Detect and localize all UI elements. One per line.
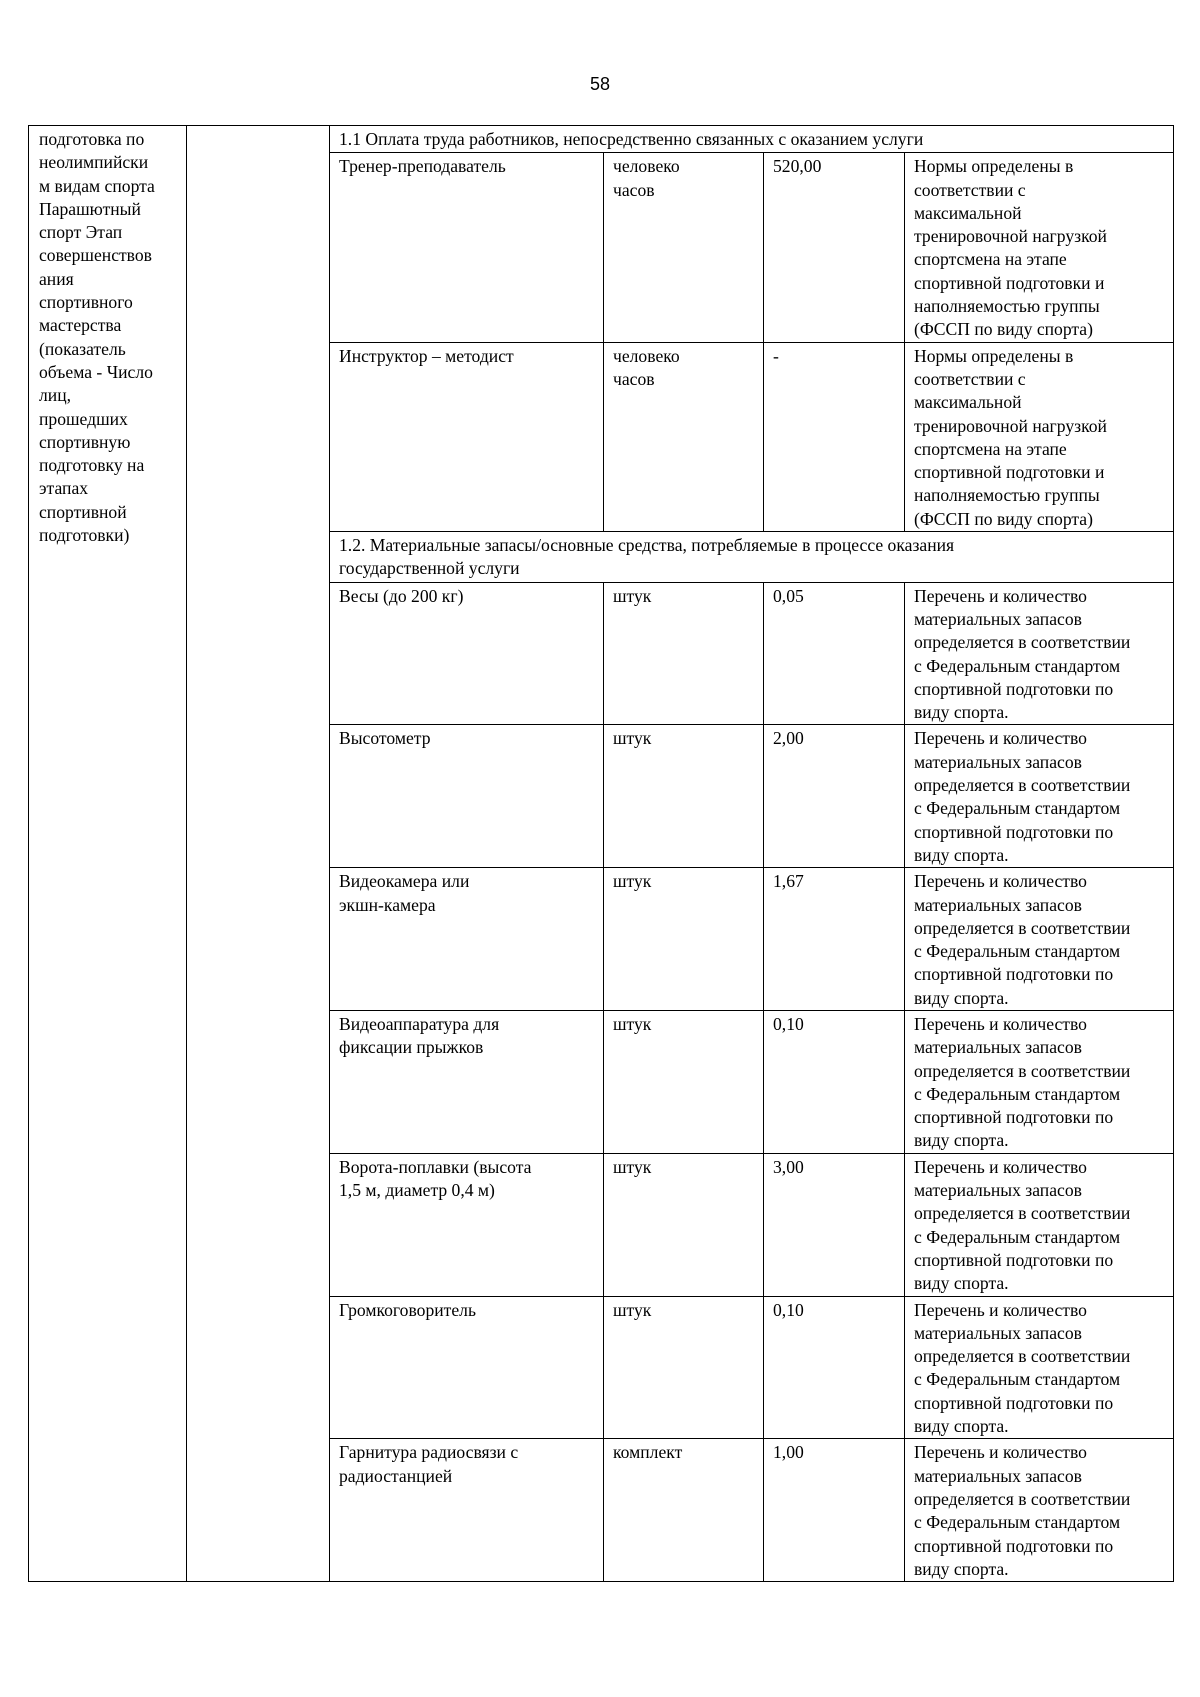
resource-name-cell: Высотометр xyxy=(330,725,604,868)
value-cell: 3,00 xyxy=(764,1153,905,1296)
page-number: 58 xyxy=(589,74,611,94)
section-header-row xyxy=(29,126,1174,153)
unit-cell: штук xyxy=(604,1296,764,1439)
note-cell: Нормы определены в соответствии с максимальной тренировочной нагрузкой спортсмена на этапе спортивной подготовки и наполняемостью группы (ФССП по виду спорта) xyxy=(905,153,1174,342)
note-cell: Перечень и количество материальных запасов определяется в соответствии с Федеральным стандартом спортивной подготовки по виду спорта. xyxy=(905,1010,1174,1153)
unit-cell: штук xyxy=(604,725,764,868)
note-cell: Перечень и количество материальных запасов определяется в соответствии с Федеральным стандартом спортивной подготовки по виду спорта. xyxy=(905,1153,1174,1296)
value-cell: 0,10 xyxy=(764,1010,905,1153)
note-cell: Перечень и количество материальных запасов определяется в соответствии с Федеральным стандартом спортивной подготовки по виду спорта. xyxy=(905,582,1174,725)
value-cell: 1,67 xyxy=(764,868,905,1011)
unit-cell: комплект xyxy=(604,1439,764,1582)
value-cell: 2,00 xyxy=(764,725,905,868)
section-title: 1.1 Оплата труда работников, непосредственно связанных с оказанием услуги xyxy=(330,126,1174,153)
resource-name-cell: Весы (до 200 кг) xyxy=(330,582,604,725)
resource-name-cell: Инструктор – методист xyxy=(330,342,604,531)
unit-cell: штук xyxy=(604,582,764,725)
note-cell: Перечень и количество материальных запасов определяется в соответствии с Федеральным стандартом спортивной подготовки по виду спорта. xyxy=(905,1439,1174,1582)
resource-name-cell: Ворота-поплавки (высота 1,5 м, диаметр 0,4 м) xyxy=(330,1153,604,1296)
section-title: 1.2. Материальные запасы/основные средства, потребляемые в процессе оказания государственной услуги xyxy=(330,532,1174,583)
unit-cell: штук xyxy=(604,1010,764,1153)
note-cell: Перечень и количество материальных запасов определяется в соответствии с Федеральным стандартом спортивной подготовки по виду спорта. xyxy=(905,725,1174,868)
resource-name-cell: Громкоговоритель xyxy=(330,1296,604,1439)
note-cell: Перечень и количество материальных запасов определяется в соответствии с Федеральным стандартом спортивной подготовки по виду спорта. xyxy=(905,868,1174,1011)
unit-cell: штук xyxy=(604,1153,764,1296)
unit-cell: человеко часов xyxy=(604,153,764,342)
norms-table xyxy=(28,125,1174,1582)
note-cell: Перечень и количество материальных запасов определяется в соответствии с Федеральным стандартом спортивной подготовки по виду спорта. xyxy=(905,1296,1174,1439)
resource-name-cell: Видеокамера или экшн-камера xyxy=(330,868,604,1011)
unit-cell: штук xyxy=(604,868,764,1011)
value-cell: 520,00 xyxy=(764,153,905,342)
unit-cell: человеко часов xyxy=(604,342,764,531)
value-cell: - xyxy=(764,342,905,531)
service-description-cell: подготовка по неолимпийски м видам спорта Парашютный спорт Этап совершенствов ания спортивного мастерства (показатель объема - Число лиц, прошедших спортивную подготовку на этапах спортивной подготовки) xyxy=(29,126,187,1582)
norms-table-body xyxy=(29,126,1174,1582)
resource-name-cell: Видеоаппаратура для фиксации прыжков xyxy=(330,1010,604,1153)
value-cell: 0,05 xyxy=(764,582,905,725)
value-cell: 0,10 xyxy=(764,1296,905,1439)
empty-column-cell xyxy=(187,126,330,1582)
resource-name-cell: Тренер-преподаватель xyxy=(330,153,604,342)
note-cell: Нормы определены в соответствии с максимальной тренировочной нагрузкой спортсмена на этапе спортивной подготовки и наполняемостью группы (ФССП по виду спорта) xyxy=(905,342,1174,531)
value-cell: 1,00 xyxy=(764,1439,905,1582)
resource-name-cell: Гарнитура радиосвязи с радиостанцией xyxy=(330,1439,604,1582)
